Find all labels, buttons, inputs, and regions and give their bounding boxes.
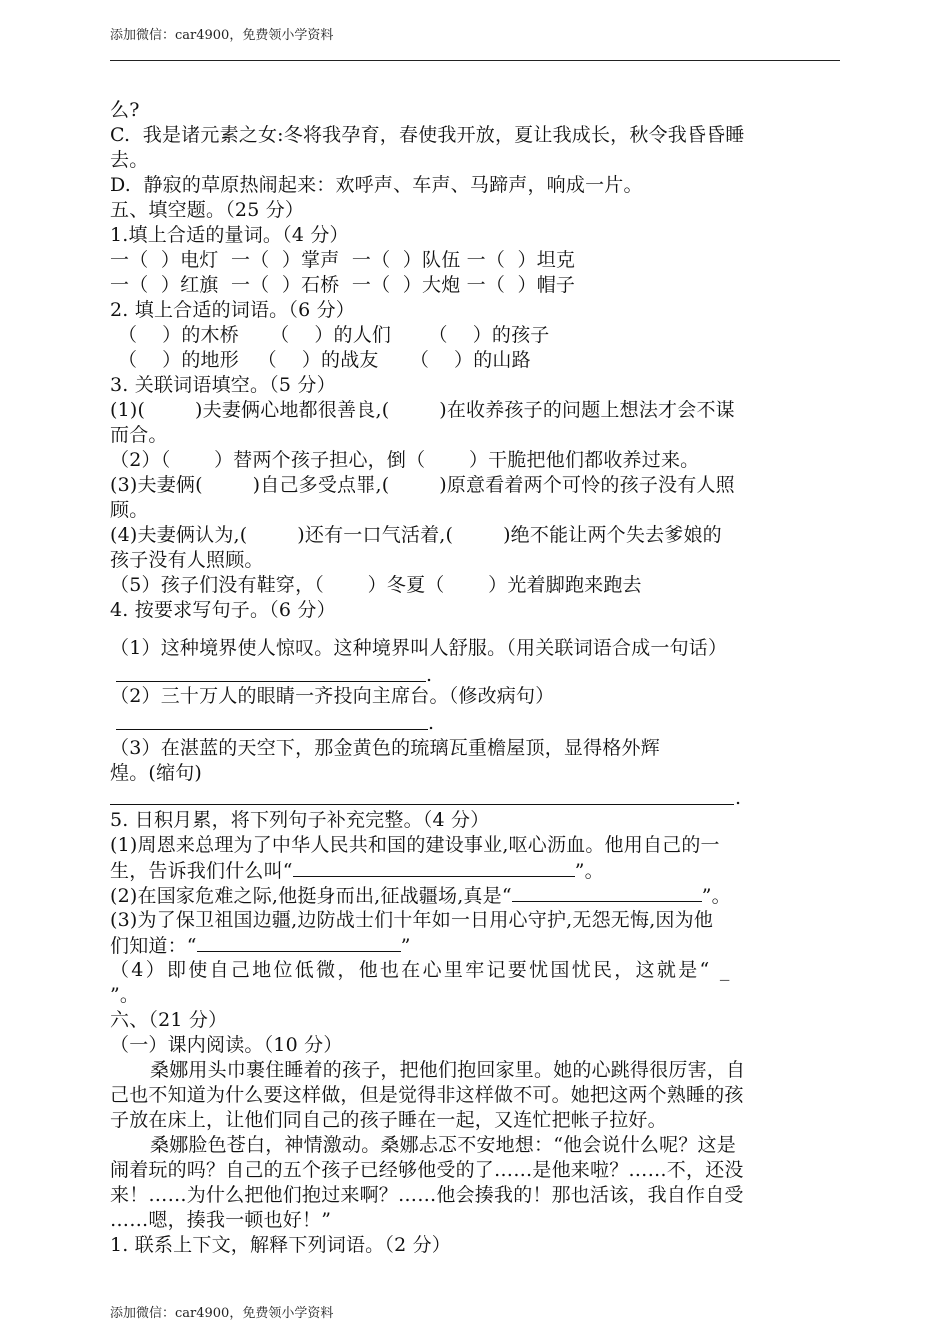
question-2-heading: 2. 填上合适的词语。（6 分） bbox=[110, 299, 355, 321]
conjunction-item-5: （5）孩子们没有鞋穿，（ ）冬夏（ ）光着脚跑来跑去 bbox=[110, 574, 642, 596]
header-divider bbox=[110, 60, 840, 61]
page-footer: 添加微信：car4900，免费领小学资料 bbox=[110, 1306, 334, 1321]
answer-line-1[interactable] bbox=[116, 681, 426, 682]
text-line: 顾。 bbox=[110, 499, 149, 521]
passage-line: ……嗯，揍我一顿也好！” bbox=[110, 1209, 332, 1231]
passage-line: 闹着玩的吗？自己的五个孩子已经够他受的了……是他来啦？……不，还没 bbox=[110, 1159, 744, 1181]
question-1-heading: 1.填上合适的量词。（4 分） bbox=[110, 224, 349, 246]
idiom-item-1: (1)周恩来总理为了中华人民共和国的建设事业,呕心沥血。他用自己的一 bbox=[110, 834, 720, 856]
question-5-heading: 5. 日积月累，将下列句子补充完整。（4 分） bbox=[110, 809, 490, 831]
text-line: 去。 bbox=[110, 149, 149, 171]
sentence-task-3: （3）在湛蓝的天空下，那金黄色的琉璃瓦重檐屋顶，显得格外辉 bbox=[110, 737, 660, 759]
word-fill-row-2: （ ）的地形 （ ）的战友 （ ）的山路 bbox=[118, 349, 531, 371]
idiom-item-4: （4）即使自己地位低微，他也在心里牢记要忧国忧民，这就是“ _ bbox=[110, 959, 732, 981]
section-five-heading: 五、填空题。（25 分） bbox=[110, 199, 305, 221]
conjunction-item-3: (3)夫妻俩( )自己多受点罪,( )原意看着两个可怜的孩子没有人照 bbox=[110, 474, 735, 496]
idiom-blank-2[interactable] bbox=[512, 883, 702, 902]
reading-question-1: 1. 联系上下文，解释下列词语。（2 分） bbox=[110, 1234, 451, 1256]
word-fill-row-1: （ ）的木桥 （ ）的人们 （ ）的孩子 bbox=[118, 324, 550, 346]
idiom-item-3-cont: 们知道：“ ” bbox=[110, 935, 411, 957]
answer-line-3[interactable] bbox=[110, 804, 734, 805]
answer-line-2[interactable] bbox=[116, 729, 428, 730]
passage-line: 子放在床上，让他们同自己的孩子睡在一起，又连忙把帐子拉好。 bbox=[110, 1109, 667, 1131]
idiom-blank-3[interactable] bbox=[197, 933, 401, 952]
idiom-item-2: (2)在国家危难之际,他挺身而出,征战疆场,真是“ ”。 bbox=[110, 885, 731, 907]
text-line: 而合。 bbox=[110, 424, 168, 446]
text-line: 煌。(缩句) bbox=[110, 762, 203, 784]
conjunction-item-1: (1)( )夫妻俩心地都很善良,( )在收养孩子的问题上想法才会不谋 bbox=[110, 399, 735, 421]
option-c-line: C. 我是诸元素之女:冬将我孕育，春使我开放，夏让我成长，秋令我昏昏睡 bbox=[110, 124, 745, 146]
section-six-heading: 六、（21 分） bbox=[110, 1009, 228, 1031]
passage-line: 桑娜脸色苍白，神情激动。桑娜忐忑不安地想：“他会说什么呢？这是 bbox=[150, 1134, 736, 1156]
question-4-heading: 4. 按要求写句子。（6 分） bbox=[110, 599, 336, 621]
question-3-heading: 3. 关联词语填空。（5 分） bbox=[110, 374, 336, 396]
text-line: 么? bbox=[110, 99, 140, 121]
answer-period: . bbox=[735, 787, 742, 809]
answer-period: . bbox=[428, 712, 435, 734]
measure-word-row-2: 一（ ）红旗 一（ ）石桥 一（ ）大炮 一（ ）帽子 bbox=[110, 274, 576, 296]
page-header: 添加微信：car4900，免费领小学资料 bbox=[110, 28, 334, 43]
text-line: ”。 bbox=[110, 984, 140, 1006]
idiom-item-1-cont: 生，告诉我们什么叫“ ”。 bbox=[110, 860, 604, 882]
measure-word-row-1: 一（ ）电灯 一（ ）掌声 一（ ）队伍 一（ ）坦克 bbox=[110, 249, 576, 271]
passage-line: 桑娜用头巾裹住睡着的孩子，把他们抱回家里。她的心跳得很厉害，自 bbox=[150, 1059, 746, 1081]
sentence-task-1: （1）这种境界使人惊叹。这种境界叫人舒服。（用关联词语合成一句话） bbox=[110, 637, 728, 659]
passage-line: 己也不知道为什么要这样做，但是觉得非这样做不可。她把这两个熟睡的孩 bbox=[110, 1084, 744, 1106]
conjunction-item-4: (4)夫妻俩认为,( )还有一口气活着,( )绝不能让两个失去爹娘的 bbox=[110, 524, 722, 546]
idiom-item-3: (3)为了保卫祖国边疆,边防战士们十年如一日用心守护,无怨无悔,因为他 bbox=[110, 909, 714, 931]
text-line: 孩子没有人照顾。 bbox=[110, 549, 264, 571]
reading-heading: （一）课内阅读。（10 分） bbox=[110, 1034, 343, 1056]
idiom-blank-1[interactable] bbox=[293, 858, 575, 877]
sentence-task-2: （2）三十万人的眼睛一齐投向主席台。（修改病句） bbox=[110, 685, 555, 707]
conjunction-item-2: （2）（ ）替两个孩子担心，倒（ ）干脆把他们都收养过来。 bbox=[110, 449, 700, 471]
answer-period: . bbox=[426, 664, 433, 686]
passage-line: 来！……为什么把他们抱过来啊？……他会揍我的！那也活该，我自作自受 bbox=[110, 1184, 744, 1206]
option-d-line: D. 静寂的草原热闹起来：欢呼声、车声、马蹄声，响成一片。 bbox=[110, 174, 643, 196]
